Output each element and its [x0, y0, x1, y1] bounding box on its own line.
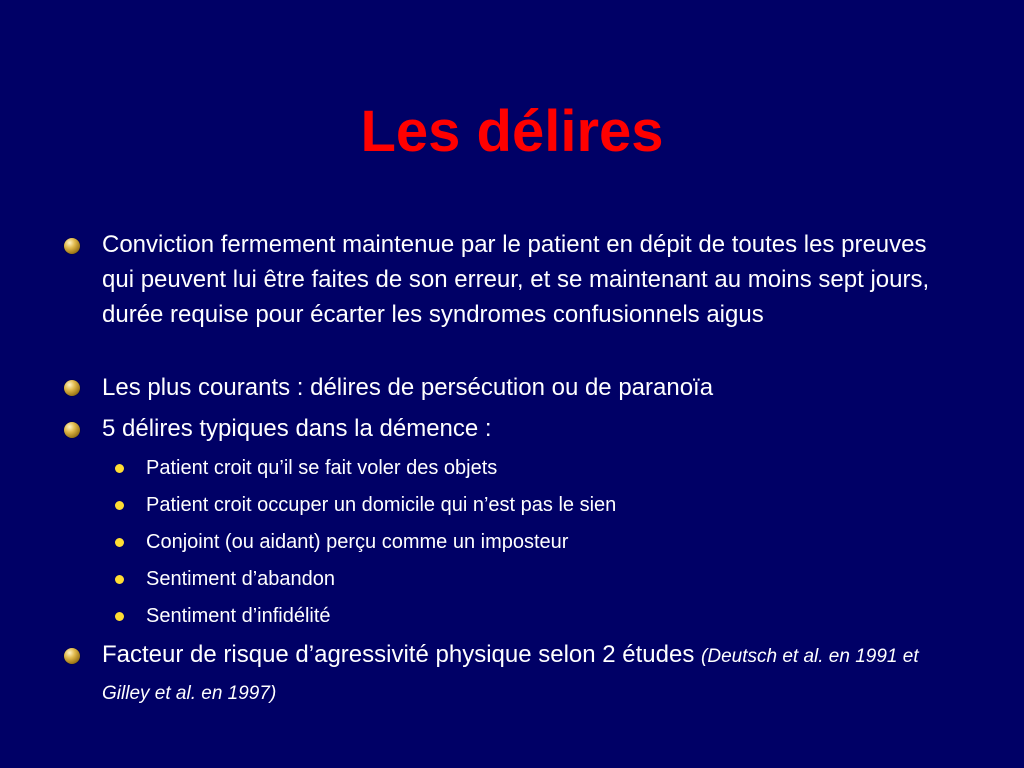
bullet-text-with-citation [102, 637, 942, 711]
sub-bullet-text: Sentiment d’infidélité [146, 605, 331, 627]
bullet-text: Facteur de risque d’agressivité physique selon 2 études [102, 641, 695, 668]
yellow-dot-icon [115, 538, 124, 547]
yellow-dot-icon [115, 612, 124, 621]
bullet-text: Conviction fermement maintenue par le patient en dépit de toutes les preuves qui peuvent lui être faites de son erreur, et se maintenant au moins sept jours, durée requise pour écarter les syndromes confusionnels aigus [102, 231, 930, 328]
sub-bullet-text: Conjoint (ou aidant) perçu comme un imposteur [146, 531, 569, 553]
yellow-dot-icon [115, 575, 124, 584]
bullet-text: 5 délires typiques dans la démence : [102, 415, 492, 442]
yellow-dot-icon [115, 501, 124, 510]
gold-sphere-icon [64, 648, 80, 664]
sub-bullet-text: Patient croit qu’il se fait voler des objets [146, 457, 498, 479]
sub-bullet-text: Patient croit occuper un domicile qui n’est pas le sien [146, 494, 617, 516]
gold-sphere-icon [64, 422, 80, 438]
gold-sphere-icon [64, 380, 80, 396]
yellow-dot-icon [115, 464, 124, 473]
gold-sphere-icon [64, 238, 80, 254]
citation-text: (Deutsch et al. en 1991 et Gilley et al. en 1997) [102, 646, 919, 704]
slide-title: Les délires [360, 99, 664, 164]
sub-bullet-text: Sentiment d’abandon [146, 568, 336, 590]
bullet-text: Les plus courants : délires de persécution ou de paranoïa [102, 374, 714, 401]
